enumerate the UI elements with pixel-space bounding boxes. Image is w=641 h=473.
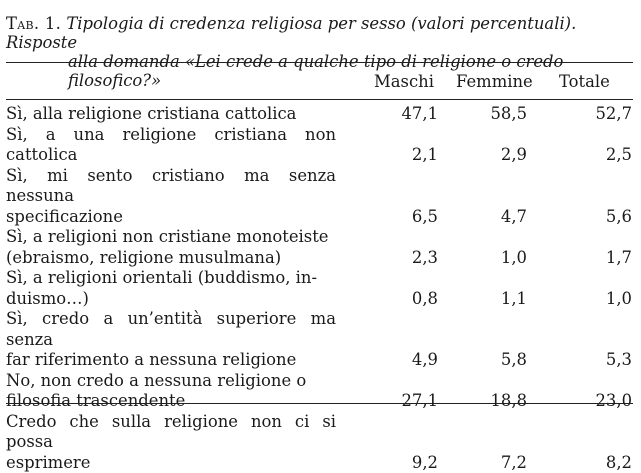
table-row: [6, 227, 633, 268]
cell-totale: 5,3: [572, 350, 632, 371]
cell-totale: 5,6: [572, 207, 632, 228]
caption-line-1: [6, 14, 632, 52]
row-label-line: far riferimento a nessuna religione: [6, 350, 336, 371]
row-label-line: No, non credo a nessuna religione o: [6, 371, 336, 392]
cell-totale: 52,7: [572, 104, 632, 125]
row-label-line: (ebraismo, religione musulmana): [6, 248, 336, 269]
row-label-line: Sì, credo a un’entità superiore ma senza: [6, 309, 336, 350]
column-header-maschi: Maschi: [374, 72, 434, 91]
cell-femmine: 7,2: [467, 453, 527, 473]
row-label-line: Sì, mi sento cristiano ma senza nessuna: [6, 166, 336, 207]
row-label: [6, 166, 336, 228]
row-label-line: Sì, a religioni orientali (buddismo, in-: [6, 268, 336, 289]
row-label-line: Sì, alla religione cristiana cattolica: [6, 104, 336, 125]
row-label-line: filosofia trascendente: [6, 391, 336, 412]
cell-maschi: 47,1: [378, 104, 438, 125]
cell-femmine: 4,7: [467, 207, 527, 228]
row-label-line: Sì, a religioni non cristiane monoteiste: [6, 227, 336, 248]
header-rule: [6, 99, 633, 100]
table-row: [6, 309, 633, 371]
row-label-line: Sì, a una religione cristiana non cattolica: [6, 125, 336, 166]
cell-maschi: 6,5: [378, 207, 438, 228]
row-label-line: duismo…): [6, 289, 336, 310]
caption-line-2: alla domanda «Lei crede a qualche tipo di religione o credo filosofico?»: [6, 52, 632, 90]
table-caption: [6, 14, 632, 90]
cell-totale: 2,5: [572, 145, 632, 166]
cell-maschi: 27,1: [378, 391, 438, 412]
row-label: [6, 104, 336, 125]
row-label-line: Credo che sulla religione non ci si possa: [6, 412, 336, 453]
column-header-totale: Totale: [559, 72, 619, 91]
cell-maschi: 2,1: [378, 145, 438, 166]
cell-maschi: 9,2: [378, 453, 438, 473]
caption-title: Tipologia di credenza religiosa per sesso (valori percentuali). Risposte: [6, 14, 576, 52]
table-row: [6, 125, 633, 166]
cell-femmine: 2,9: [467, 145, 527, 166]
table-body: [6, 104, 633, 473]
top-rule: [6, 62, 633, 63]
row-label: [6, 227, 336, 268]
row-label: [6, 412, 336, 473]
table-label: Tab. 1.: [6, 14, 61, 33]
row-label: [6, 125, 336, 166]
cell-femmine: 1,0: [467, 248, 527, 269]
cell-maschi: 0,8: [378, 289, 438, 310]
row-label: [6, 309, 336, 371]
cell-maschi: 4,9: [378, 350, 438, 371]
table-row: [6, 412, 633, 473]
cell-totale: 1,0: [572, 289, 632, 310]
cell-femmine: 5,8: [467, 350, 527, 371]
row-label: [6, 371, 336, 412]
cell-femmine: 58,5: [467, 104, 527, 125]
cell-maschi: 2,3: [378, 248, 438, 269]
table-row: [6, 268, 633, 309]
cell-totale: 23,0: [572, 391, 632, 412]
column-header-femmine: Femmine: [456, 72, 536, 91]
table-row: [6, 104, 633, 125]
row-label-line: esprimere: [6, 453, 336, 473]
table-row: [6, 371, 633, 412]
table-row: [6, 166, 633, 228]
bottom-rule: [6, 403, 633, 404]
row-label-line: specificazione: [6, 207, 336, 228]
cell-totale: 8,2: [572, 453, 632, 473]
cell-femmine: 18,8: [467, 391, 527, 412]
cell-totale: 1,7: [572, 248, 632, 269]
row-label: [6, 268, 336, 309]
cell-femmine: 1,1: [467, 289, 527, 310]
